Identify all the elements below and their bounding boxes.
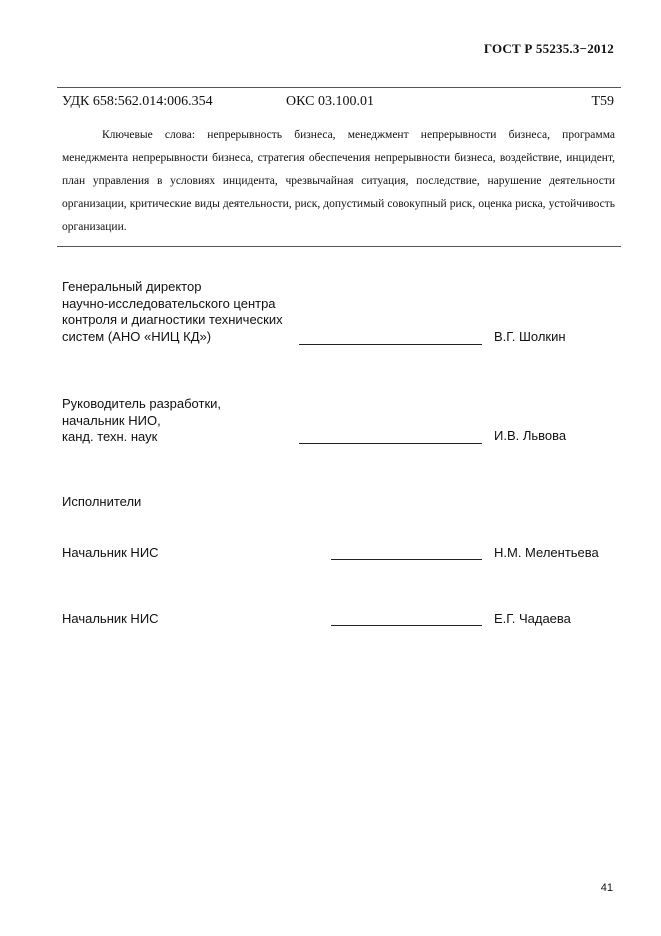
executor-role: Начальник НИС <box>62 545 159 560</box>
signatory-role: Руководитель разработки, начальник НИО, канд. техн. наук <box>62 396 222 444</box>
executor-role: Начальник НИС <box>62 611 159 626</box>
signature-line <box>331 625 482 626</box>
top-rule <box>57 87 621 88</box>
signatory-role: Генеральный директор научно-исследовательского центра контроля и диагностики технических систем (АНО «НИЦ КД») <box>62 279 283 344</box>
signatory-name: И.В. Львова <box>494 428 567 443</box>
page-number: 41 <box>600 882 613 894</box>
t-code: Т59 <box>591 94 614 109</box>
udc-code: УДК 658:562.014:006.354 <box>62 94 213 109</box>
signatory-name: В.Г. Шолкин <box>494 329 566 344</box>
standard-code: ГОСТ Р 55235.3−2012 <box>483 41 614 56</box>
signature-line <box>299 443 482 444</box>
bottom-rule <box>57 246 621 247</box>
executor-name: Н.М. Мелентьева <box>494 545 599 560</box>
signature-line <box>331 559 482 560</box>
oks-code: ОКС 03.100.01 <box>286 94 374 109</box>
classifiers-row <box>62 94 614 114</box>
executors-label: Исполнители <box>62 494 142 509</box>
signature-line <box>299 344 482 345</box>
executor-name: Е.Г. Чадаева <box>494 611 571 626</box>
keywords-paragraph: Ключевые слова: непрерывность бизнеса, менеджмент непрерывности бизнеса, программа менеджмента непрерывности бизнеса, стратегия обеспечения непрерывности бизнеса, воздействие, инцидент, план управления в условиях инцидента, чрезвычайная ситуация, последствие, нарушение деятельности организации, критические виды деятельности, риск, допустимый совокупный риск, оценка риска, устойчивость организации. <box>62 129 615 233</box>
